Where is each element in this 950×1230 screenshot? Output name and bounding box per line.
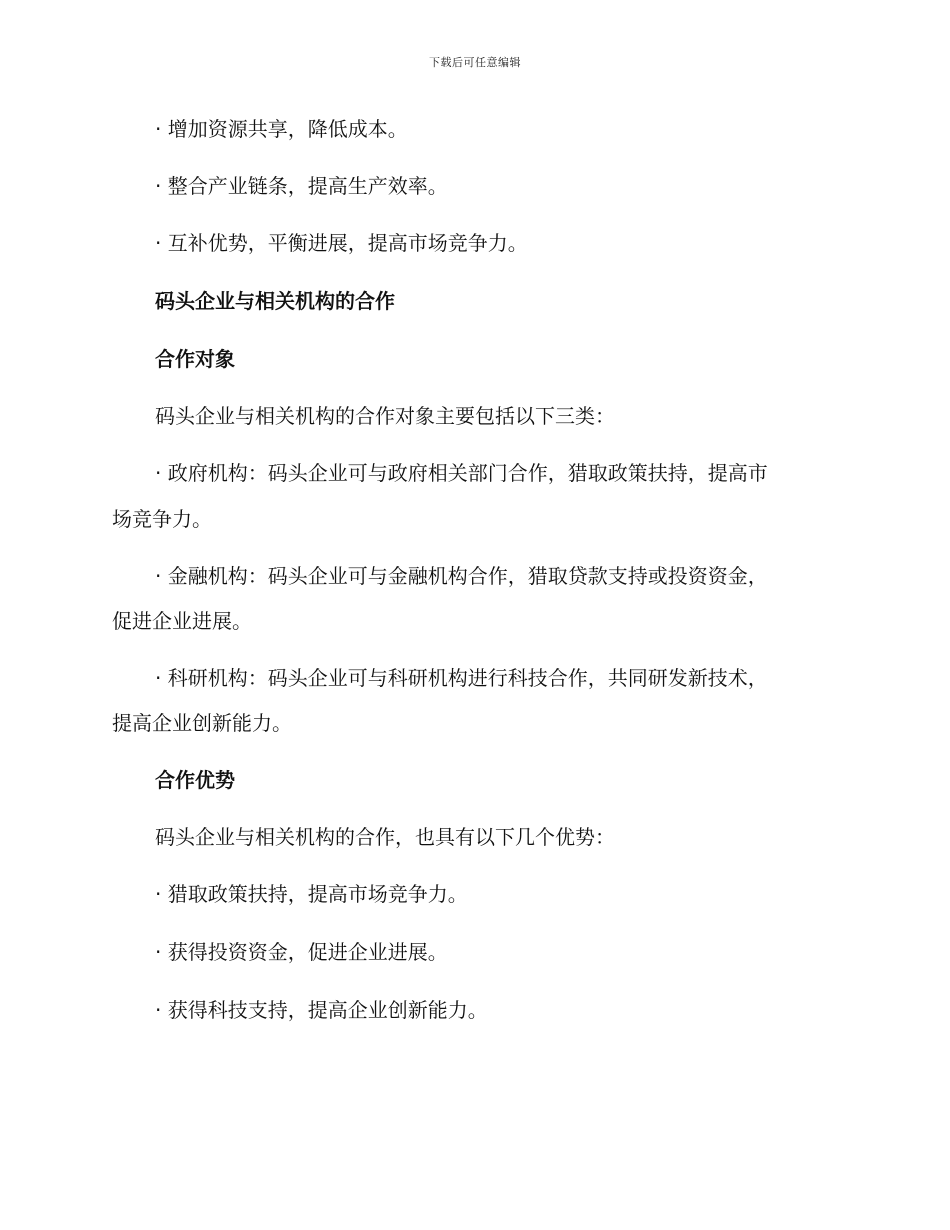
paragraph-line: 促进企业进展。 [112,609,252,633]
paragraph-line: · 科研机构：码头企业可与科研机构进行科技合作，共同研发新技术， [155,666,768,690]
section-heading: 码头企业与相关机构的合作 [155,289,395,313]
paragraph-line: · 政府机构：码头企业可与政府相关部门合作，猎取政策扶持，提高市 [155,461,768,485]
paragraph: 码头企业与相关机构的合作对象主要包括以下三类： [155,404,615,428]
paragraph-line: · 金融机构：码头企业可与金融机构合作，猎取贷款支持或投资资金， [155,564,768,588]
bullet-item: · 获得投资资金，促进企业进展。 [155,940,448,964]
bullet-item: · 获得科技支持，提高企业创新能力。 [155,998,488,1022]
paragraph: 码头企业与相关机构的合作，也具有以下几个优势： [155,825,615,849]
bullet-item: · 互补优势，平衡进展，提高市场竞争力。 [155,231,528,255]
paragraph-line: 提高企业创新能力。 [112,711,292,735]
bullet-item: · 增加资源共享，降低成本。 [155,117,408,141]
page-header: 下载后可任意编辑 [429,56,521,69]
bullet-item: · 猎取政策扶持，提高市场竞争力。 [155,882,468,906]
paragraph-line: 场竞争力。 [112,507,212,531]
subsection-heading: 合作优势 [155,768,235,792]
subsection-heading: 合作对象 [155,347,235,371]
bullet-item: · 整合产业链条，提高生产效率。 [155,174,448,198]
